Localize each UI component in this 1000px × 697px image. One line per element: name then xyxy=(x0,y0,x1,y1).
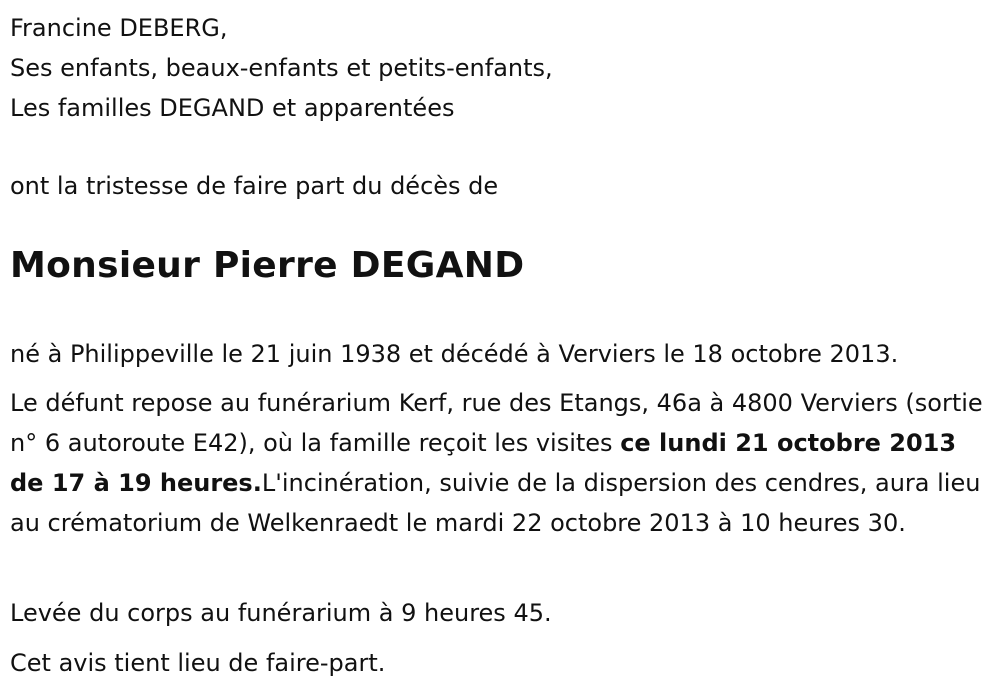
family-line-3: Les familles DEGAND et apparentées xyxy=(10,94,455,122)
intro-text: ont la tristesse de faire part du décès de xyxy=(10,172,499,200)
birth-death-paragraph: né à Philippeville le 21 juin 1938 et décédé à Verviers le 18 octobre 2013. xyxy=(10,340,899,368)
visiting-hours-text: ce lundi 21 octobre 2013 de 17 à 19 heures. xyxy=(10,429,957,497)
family-block xyxy=(10,8,553,128)
levee-paragraph: Levée du corps au funérarium à 9 heures 45. xyxy=(10,599,552,627)
notice-paragraph: Cet avis tient lieu de faire-part. xyxy=(10,649,386,677)
funeral-details-text-1: Le défunt repose au funérarium Kerf, rue des Etangs, 46a à 4800 Verviers (sortie n° 6 autoroute E42), où la famille reçoit les visites xyxy=(10,389,983,457)
funeral-details-text-2: L'incinération, suivie de la dispersion des cendres, aura lieu au crématorium de Welkenraedt le mardi 22 octobre 2013 à 10 heures 30. xyxy=(10,469,981,537)
deceased-name: Monsieur Pierre DEGAND xyxy=(10,245,525,286)
family-line-2: Ses enfants, beaux-enfants et petits-enfants, xyxy=(10,54,553,82)
funeral-details-paragraph xyxy=(10,383,985,543)
family-line-1: Francine DEBERG, xyxy=(10,14,228,42)
